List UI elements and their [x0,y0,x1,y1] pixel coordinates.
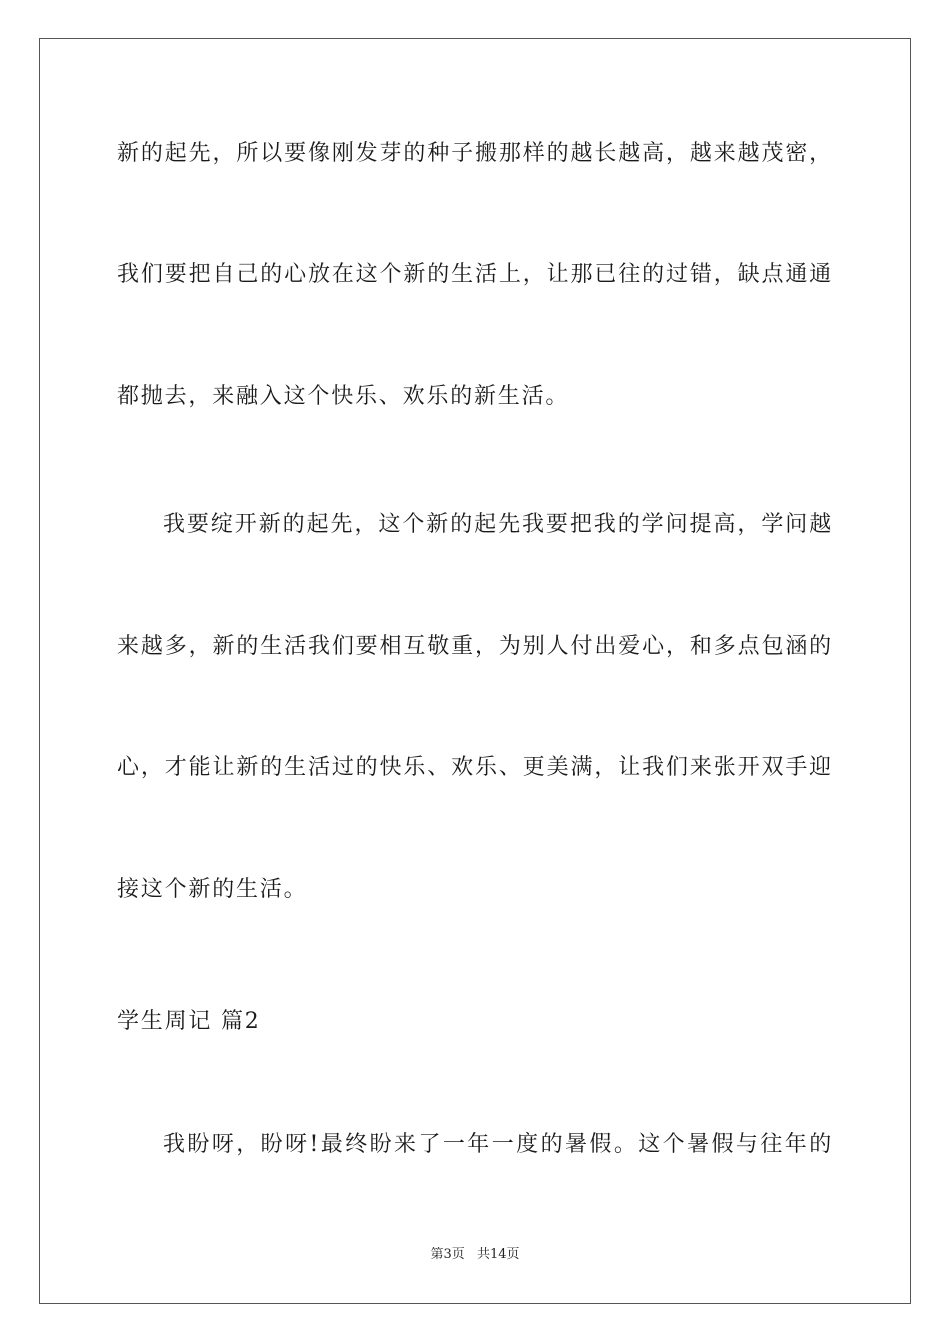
text-line: 都抛去，来融入这个快乐、欢乐的新生活。 [117,384,570,409]
text-line: 我们要把自己的心放在这个新的生活上，让那已往的过错，缺点通通 [117,262,833,287]
text-line: 心，才能让新的生活过的快乐、欢乐、更美满，让我们来张开双手迎 [117,755,833,780]
page-footer [0,1246,950,1264]
section-heading: 学生周记 篇2 [117,1009,261,1034]
text-line: 我盼呀，盼呀!最终盼来了一年一度的暑假。这个暑假与往年的 [163,1132,833,1157]
text-line: 接这个新的生活。 [117,877,308,902]
page-total: 共14页 [476,1247,520,1262]
text-line: 新的起先，所以要像刚发芽的种子搬那样的越长越高，越来越茂密， [117,141,833,166]
text-line: 我要绽开新的起先，这个新的起先我要把我的学问提高，学问越 [163,512,833,537]
page-border [39,38,911,1304]
page-number: 第3页 [430,1247,465,1262]
text-line: 来越多，新的生活我们要相互敬重，为别人付出爱心，和多点包涵的 [117,634,833,659]
